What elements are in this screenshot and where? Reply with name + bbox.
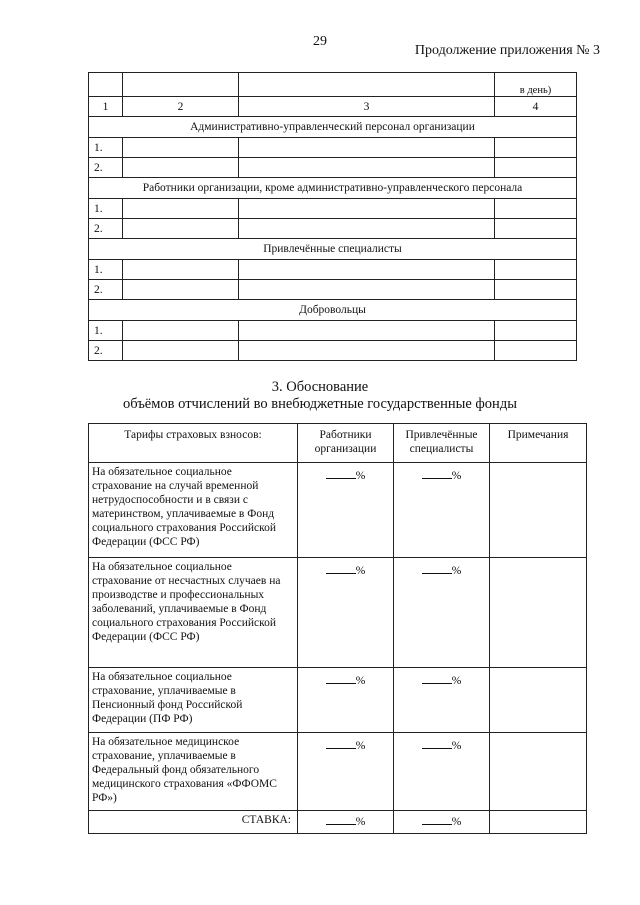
row-number: 2. [89, 280, 123, 300]
percent-cell [394, 811, 490, 834]
column-number: 1 [89, 97, 123, 117]
column-number: 4 [495, 97, 577, 117]
table-cell [89, 73, 123, 97]
column-number: 2 [123, 97, 239, 117]
percent-sign: % [451, 816, 462, 828]
table-cell [123, 73, 239, 97]
percent-sign: % [355, 740, 366, 752]
percent-cell [394, 733, 490, 811]
notes-cell [490, 668, 587, 733]
header-specialists: Привлечённые специалисты [394, 424, 490, 463]
percent-sign: % [451, 675, 462, 687]
blank-line [326, 813, 356, 825]
percent-cell [298, 463, 394, 558]
blank-line [326, 562, 356, 574]
percent-sign: % [355, 816, 366, 828]
blank-line [422, 467, 452, 479]
notes-cell [490, 811, 587, 834]
tariff-label: На обязательное социальное страхование от несчастных случаев на производстве и профессиональных заболеваний, уплачиваемые в Фонд социального страхования Российской Федерации (ФСС РФ) [89, 558, 298, 668]
table-cell [123, 219, 239, 239]
total-label: СТАВКА: [89, 811, 298, 834]
blank-line [326, 467, 356, 479]
section-title: Работники организации, кроме административно-управленческого персонала [89, 178, 577, 199]
table-cell [239, 321, 495, 341]
contributions-table [88, 423, 587, 834]
header-tariffs: Тарифы страховых взносов: [89, 424, 298, 463]
section-title: Привлечённые специалисты [89, 239, 577, 260]
table-cell [495, 219, 577, 239]
header-notes: Примечания [490, 424, 587, 463]
notes-cell [490, 463, 587, 558]
tariff-label: На обязательное социальное страхование на случай временной нетрудоспособности и в связи с материнством, уплачиваемые в Фонд социального страхования Российской Федерации (ФСС РФ) [89, 463, 298, 558]
table-cell [123, 138, 239, 158]
table-cell [239, 138, 495, 158]
percent-sign: % [451, 565, 462, 577]
percent-sign: % [451, 470, 462, 482]
percent-cell [394, 558, 490, 668]
blank-line [326, 737, 356, 749]
percent-cell [298, 811, 394, 834]
top-note: в день) [495, 73, 577, 97]
tariff-label: На обязательное социальное страхование, уплачиваемые в Пенсионный фонд Российской Федерации (ПФ РФ) [89, 668, 298, 733]
row-number: 2. [89, 158, 123, 178]
row-number: 1. [89, 321, 123, 341]
table-cell [239, 199, 495, 219]
percent-cell [298, 733, 394, 811]
table-cell [123, 158, 239, 178]
table-cell [239, 341, 495, 361]
table-cell [123, 321, 239, 341]
blank-line [326, 672, 356, 684]
row-number: 1. [89, 199, 123, 219]
continuation-label: Продолжение приложения № 3 [414, 43, 600, 58]
table-cell [495, 321, 577, 341]
row-number: 2. [89, 341, 123, 361]
table-cell [495, 341, 577, 361]
blank-line [422, 737, 452, 749]
percent-sign: % [355, 675, 366, 687]
table-cell [123, 260, 239, 280]
table-cell [495, 260, 577, 280]
header-employees: Работники организации [298, 424, 394, 463]
blank-line [422, 813, 452, 825]
percent-cell [298, 668, 394, 733]
section3-title: 3. Обоснование [271, 379, 369, 395]
section-title: Административно-управленческий персонал организации [89, 117, 577, 138]
table-cell [239, 219, 495, 239]
table-cell [495, 199, 577, 219]
row-number: 1. [89, 260, 123, 280]
section3-subtitle: объёмов отчислений во внебюджетные государственные фонды [123, 396, 517, 412]
table-cell [495, 138, 577, 158]
blank-line [422, 562, 452, 574]
blank-line [422, 672, 452, 684]
table-cell [239, 158, 495, 178]
table-cell [239, 73, 495, 97]
table-cell [123, 199, 239, 219]
percent-sign: % [355, 470, 366, 482]
table-cell [239, 280, 495, 300]
percent-sign: % [355, 565, 366, 577]
table-cell [123, 341, 239, 361]
table-cell [123, 280, 239, 300]
percent-cell [394, 668, 490, 733]
percent-cell [394, 463, 490, 558]
table-cell [495, 280, 577, 300]
table-cell [495, 158, 577, 178]
notes-cell [490, 558, 587, 668]
percent-sign: % [451, 740, 462, 752]
column-number: 3 [239, 97, 495, 117]
row-number: 2. [89, 219, 123, 239]
row-number: 1. [89, 138, 123, 158]
tariff-label: На обязательное медицинское страхование, уплачиваемые в Федеральный фонд обязательного медицинского страхования «ФФОМС РФ») [89, 733, 298, 811]
notes-cell [490, 733, 587, 811]
section-title: Добровольцы [89, 300, 577, 321]
percent-cell [298, 558, 394, 668]
table-cell [239, 260, 495, 280]
page-number: 29 [313, 34, 327, 49]
staff-table [88, 72, 577, 361]
